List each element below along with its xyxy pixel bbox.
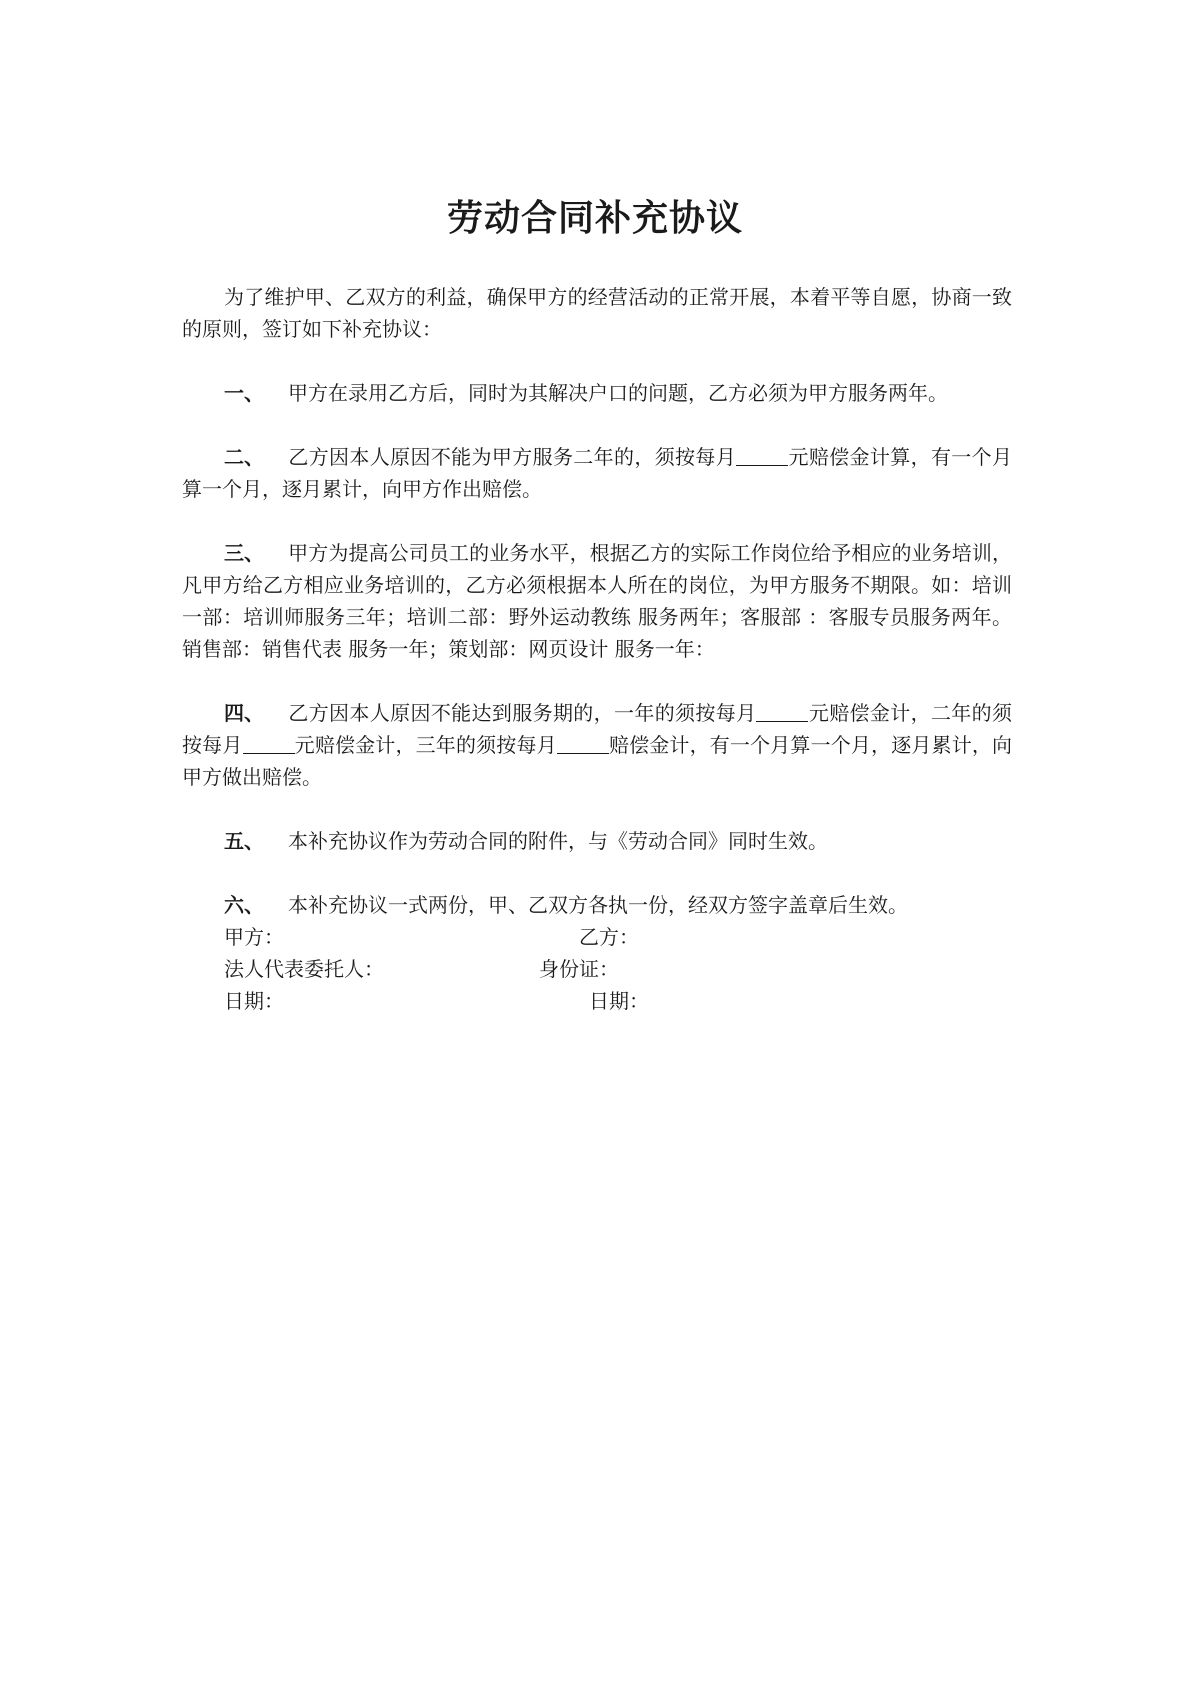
clause-number: 五、 xyxy=(224,829,264,853)
intro-paragraph xyxy=(182,281,1012,345)
document-title: 劳动合同补充协议 xyxy=(446,197,743,239)
clause-number: 六、 xyxy=(224,893,264,917)
clause-6 xyxy=(182,889,1012,921)
date-b-label: 日期： xyxy=(589,989,649,1013)
intro-text: 为了维护甲、乙双方的利益，确保甲方的经营活动的正常开展，本着平等自愿，协商一致的原则，签订如下补充协议： xyxy=(182,285,1012,341)
document-body xyxy=(182,281,1012,1017)
clause-text: 元赔偿金计，三年的须按每月 xyxy=(294,733,557,757)
clause-number: 四、 xyxy=(224,701,264,725)
fill-blank[interactable] xyxy=(557,733,609,754)
clause-number: 二、 xyxy=(224,445,264,469)
clause-number: 三、 xyxy=(224,541,264,565)
party-b-label: 乙方： xyxy=(579,925,639,949)
signature-row-representative xyxy=(182,953,1012,985)
signature-row-parties xyxy=(182,921,1012,953)
clause-4 xyxy=(182,697,1012,793)
clause-text: 本补充协议一式两份，甲、乙双方各执一份，经双方签字盖章后生效。 xyxy=(288,893,908,917)
clause-text: 赔偿金计，有一个月算一个月，逐月累计，向甲方做出赔偿。 xyxy=(182,733,1013,789)
fill-blank[interactable] xyxy=(736,445,788,466)
clause-text: 本补充协议作为劳动合同的附件，与《劳动合同》同时生效。 xyxy=(288,829,828,853)
clause-number: 一、 xyxy=(224,381,264,405)
clause-text: 元赔偿金计，二年的须按每月 xyxy=(182,701,1013,757)
clause-1 xyxy=(182,377,1012,409)
clause-text: 乙方因本人原因不能达到服务期的，一年的须按每月 xyxy=(288,701,757,725)
fill-blank[interactable] xyxy=(756,701,808,722)
legal-representative-label: 法人代表委托人： xyxy=(224,957,384,981)
id-card-label: 身份证： xyxy=(539,957,619,981)
date-a-label: 日期： xyxy=(224,989,284,1013)
clause-5 xyxy=(182,825,1012,857)
clause-text: 乙方因本人原因不能为甲方服务二年的，须按每月 xyxy=(288,445,737,469)
clause-text: 甲方为提高公司员工的业务水平，根据乙方的实际工作岗位给予相应的业务培训，凡甲方给乙方相应业务培训的，乙方必须根据本人所在的岗位，为甲方服务不期限。如：培训一部：培训师服务三年；培训二部：野外运动教练 服务两年；客服部 ：客服专员服务两年。销售部：销售代表 服务一年；策划部：网页设计 服务一年： xyxy=(182,541,1012,661)
fill-blank[interactable] xyxy=(243,733,295,754)
clause-text: 元赔偿金计算，有一个月算一个月，逐月累计，向甲方作出赔偿。 xyxy=(182,445,1013,501)
clause-text: 甲方在录用乙方后，同时为其解决户口的问题，乙方必须为甲方服务两年。 xyxy=(288,381,948,405)
signature-row-dates xyxy=(182,985,1012,1017)
party-a-label: 甲方： xyxy=(224,925,284,949)
clause-3 xyxy=(182,537,1012,665)
clause-2 xyxy=(182,441,1012,505)
